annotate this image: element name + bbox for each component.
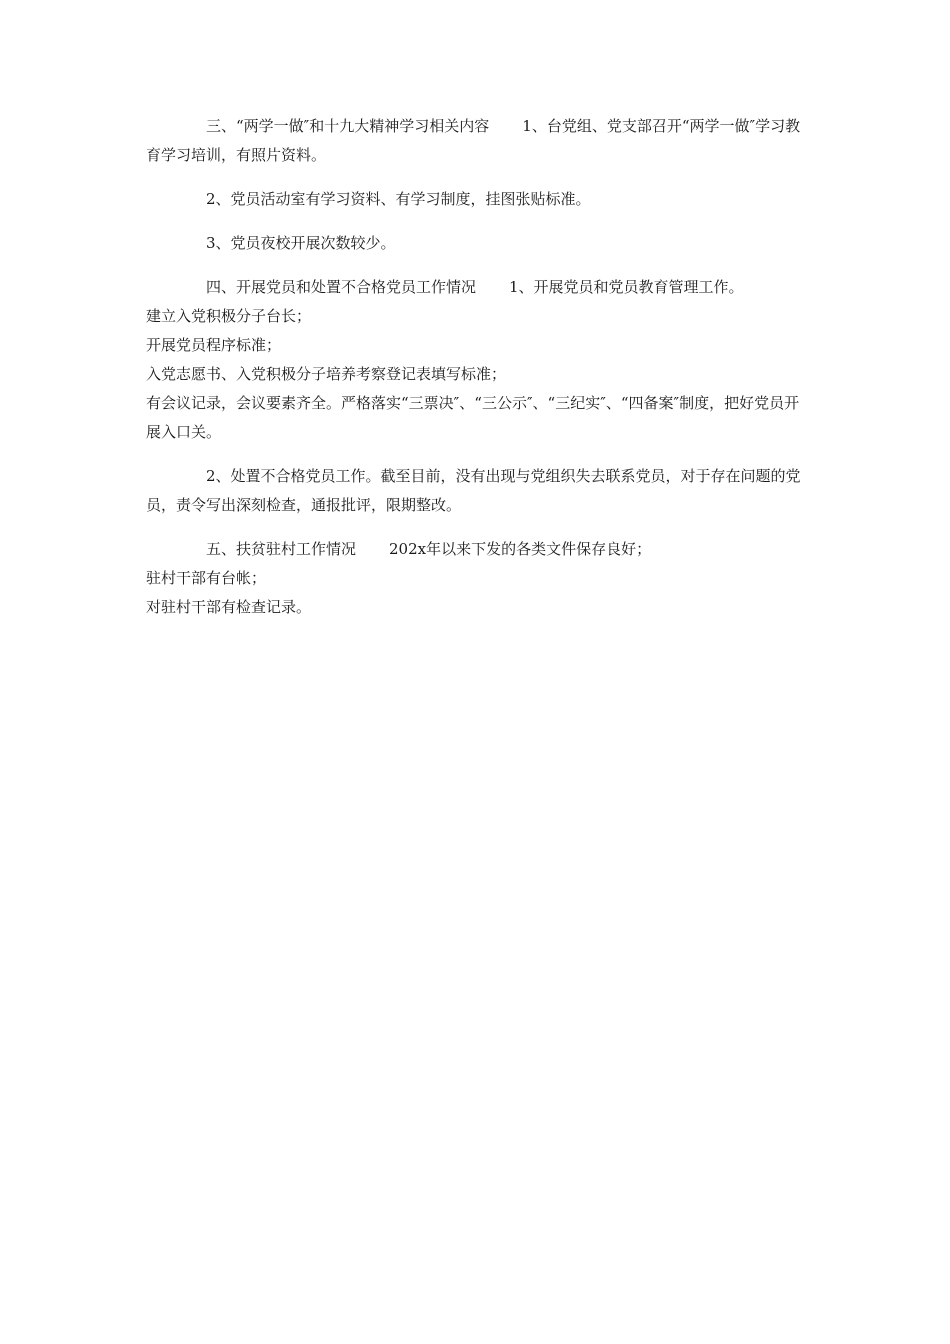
section-3-item-3: 3、党员夜校开展次数较少。	[206, 234, 396, 252]
section-5-block	[146, 535, 806, 622]
section-5-paragraph	[146, 535, 806, 564]
section-4-line: 入党志愿书、入党积极分子培养考察登记表填写标准；	[146, 365, 507, 383]
section-4-item-2: 2、处置不合格党员工作。截至目前，没有出现与党组织失去联系党员，对于存在问题的党员，责令写出深刻检查，通报批评，限期整改。	[146, 467, 801, 514]
section-5-line: 对驻村干部有检查记录。	[146, 598, 312, 616]
document-body	[146, 112, 806, 637]
section-4-paragraph	[146, 273, 806, 302]
section-5-heading: 五、扶贫驻村工作情况	[206, 540, 357, 558]
section-3-item-1: 1、台党组、党支部召开“两学一做″学习教育学习培训，有照片资料。	[146, 117, 801, 164]
section-4-line: 有会议记录，会议要素齐全。严格落实“三票决″、“三公示″、“三纪实″、“四备案″制度，把好党员开展入口关。	[146, 394, 800, 441]
section-3-heading: 三、“两学一做″和十九大精神学习相关内容	[206, 117, 490, 135]
section-5-lead: 202x年以来下发的各类文件保存良好；	[389, 540, 652, 558]
section-4-block	[146, 273, 806, 447]
section-4-item-1-lead: 1、开展党员和党员教育管理工作。	[509, 278, 744, 296]
section-4-heading: 四、开展党员和处置不合格党员工作情况	[206, 278, 477, 296]
section-4-line: 开展党员程序标准；	[146, 336, 282, 354]
section-4-line: 建立入党积极分子台长；	[146, 307, 312, 325]
section-3-paragraph	[146, 112, 806, 170]
section-3-item-2: 2、党员活动室有学习资料、有学习制度，挂图张贴标准。	[206, 190, 591, 208]
section-5-line: 驻村干部有台帐；	[146, 569, 267, 587]
